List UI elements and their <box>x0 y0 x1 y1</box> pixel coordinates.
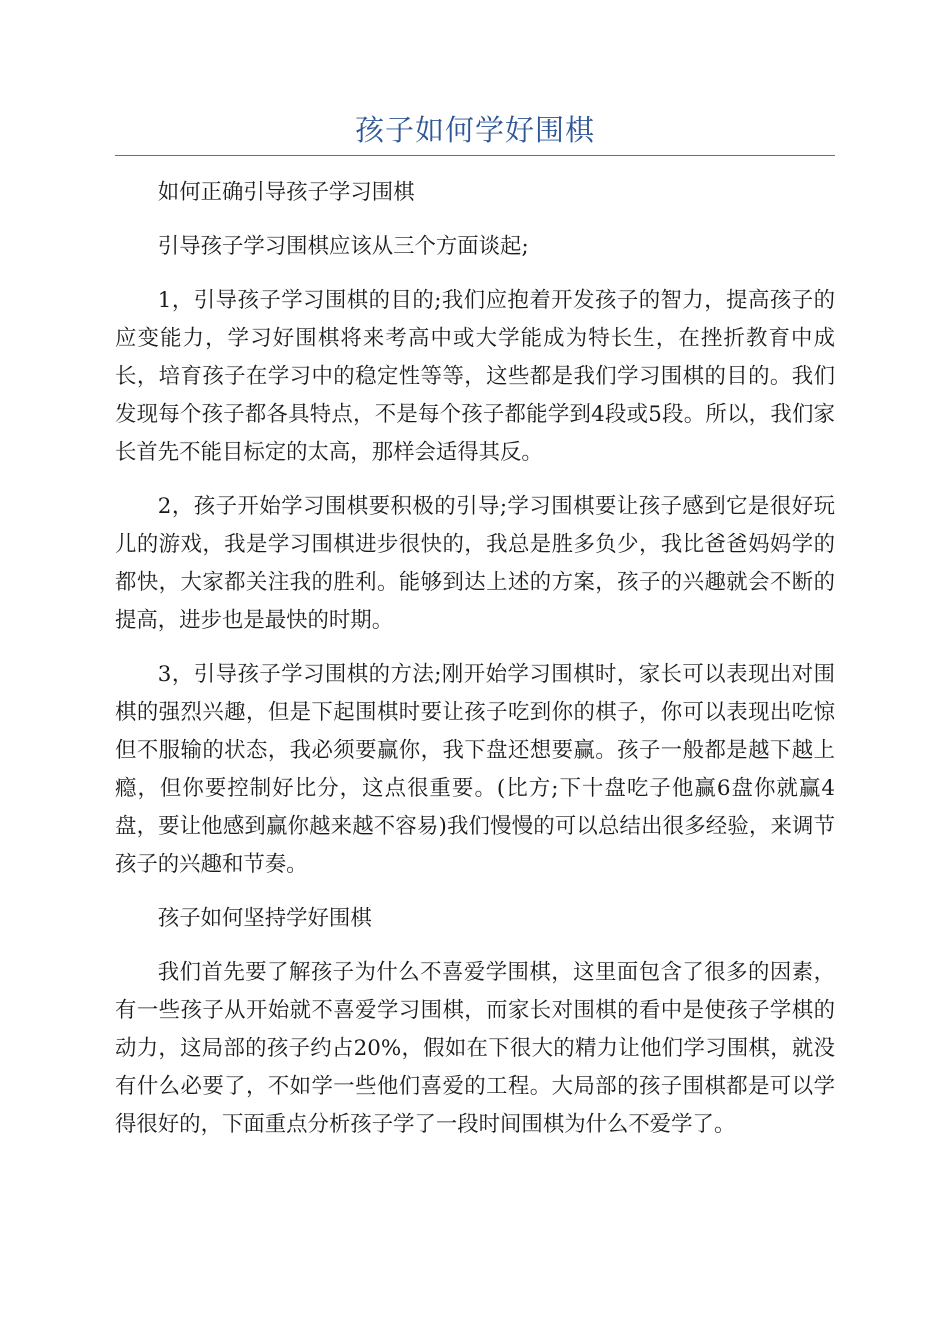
paragraph-intro: 引导孩子学习围棋应该从三个方面谈起; <box>157 234 529 259</box>
document-title: 孩子如何学好围棋 <box>354 113 595 147</box>
subheading-guide: 如何正确引导孩子学习围棋 <box>157 180 415 205</box>
paragraph-point-3: 3，引导孩子学习围棋的方法;刚开始学习围棋时，家长可以表现出对围棋的强烈兴趣，但是下起围棋时要让孩子吃到你的棋子，你可以表现出吃惊但不服输的状态，我必须要赢你，我下盘还想要赢。孩子一般都是越下越上瘾，但你要控制好比分，这点很重要。(比方;下十盘吃子他赢6盘你就赢4盘，要让他感到赢你越来越不容易)我们慢慢的可以总结出很多经验，来调节孩子的兴趣和节奏。 <box>115 662 835 877</box>
paragraph-persist: 我们首先要了解孩子为什么不喜爱学围棋，这里面包含了很多的因素，有一些孩子从开始就不喜爱学习围棋，而家长对围棋的看中是使孩子学棋的动力，这局部的孩子约占20%，假如在下很大的精力让他们学习围棋，就没有什么必要了，不如学一些他们喜爱的工程。大局部的孩子围棋都是可以学得很好的，下面重点分析孩子学了一段时间围棋为什么不爱学了。 <box>115 960 835 1137</box>
title-underline <box>115 155 835 156</box>
subheading-persist: 孩子如何坚持学好围棋 <box>157 906 372 931</box>
document-body <box>115 174 835 1160</box>
paragraph-point-1: 1，引导孩子学习围棋的目的;我们应抱着开发孩子的智力，提高孩子的应变能力，学习好围棋将来考高中或大学能成为特长生，在挫折教育中成长，培育孩子在学习中的稳定性等等，这些都是我们学习围棋的目的。我们发现每个孩子都各具特点，不是每个孩子都能学到4段或5段。所以，我们家长首先不能目标定的太高，那样会适得其反。 <box>115 288 835 465</box>
paragraph-point-2: 2，孩子开始学习围棋要积极的引导;学习围棋要让孩子感到它是很好玩儿的游戏，我是学习围棋进步很快的，我总是胜多负少，我比爸爸妈妈学的都快，大家都关注我的胜利。能够到达上述的方案，孩子的兴趣就会不断的提高，进步也是最快的时期。 <box>115 494 835 633</box>
